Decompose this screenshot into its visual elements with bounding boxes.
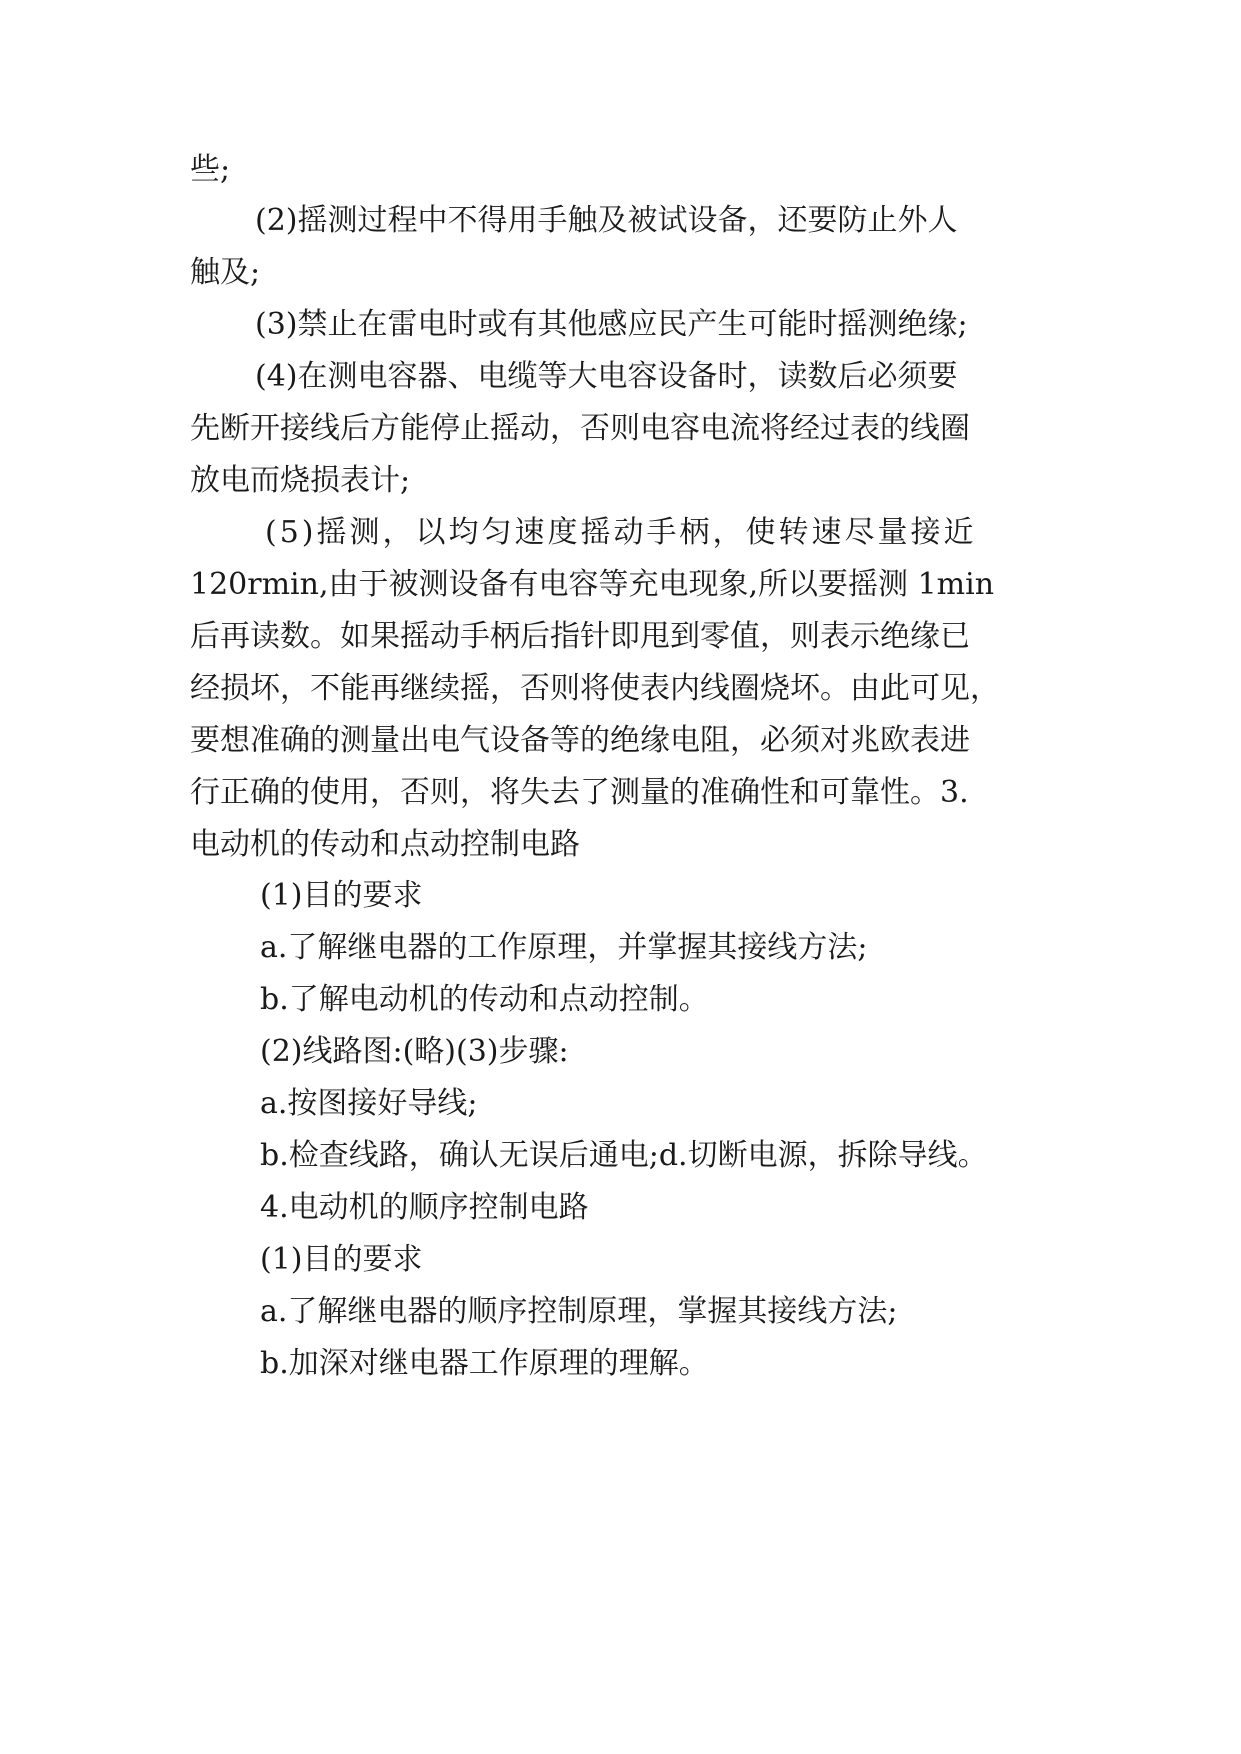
text-line: a.了解继电器的工作原理，并掌握其接线方法;: [260, 930, 868, 965]
text-line: 触及;: [190, 255, 261, 290]
text-line: 电动机的传动和点动控制电路: [190, 827, 580, 862]
text-line: 放电而烧损表计;: [190, 463, 411, 498]
text-line: (2)线路图:(略)(3)步骤:: [260, 1034, 569, 1069]
text-line: 要想准确的测量出电气设备等的绝缘电阻，必须对兆欧表进: [190, 723, 970, 758]
text-line: 些;: [190, 152, 231, 187]
text-line: 先断开接线后方能停止摇动，否则电容电流将经过表的线圈: [190, 411, 970, 446]
text-line: b.加深对继电器工作原理的理解。: [260, 1346, 709, 1381]
text-line: a.了解继电器的顺序控制原理，掌握其接线方法;: [260, 1294, 898, 1329]
text-line: 120rmin,由于被测设备有电容等充电现象,所以要摇测 1min: [190, 567, 995, 602]
text-line: 经损坏，不能再继续摇，否则将使表内线圈烧坏。由此可见，: [190, 671, 1000, 706]
text-line: a.按图接好导线;: [260, 1086, 478, 1121]
text-line: (2)摇测过程中不得用手触及被试设备，还要防止外人: [255, 203, 958, 238]
text-line: (4)在测电容器、电缆等大电容设备时，读数后必须要: [255, 359, 958, 394]
text-line: 4.电动机的顺序控制电路: [260, 1190, 589, 1225]
text-line: (1)目的要求: [260, 1242, 423, 1277]
text-line: (1)目的要求: [260, 878, 423, 913]
text-line: b.了解电动机的传动和点动控制。: [260, 982, 709, 1017]
text-line: 后再读数。如果摇动手柄后指针即甩到零值，则表示绝缘已: [190, 619, 970, 654]
text-line: b.检查线路，确认无误后通电;d.切断电源，拆除导线。: [260, 1138, 988, 1173]
text-line: (5)摇测，以均匀速度摇动手柄，使转速尽量接近: [265, 515, 977, 550]
text-line: (3)禁止在雷电时或有其他感应民产生可能时摇测绝缘;: [255, 307, 968, 342]
text-line: 行正确的使用，否则，将失去了测量的准确性和可靠性。3.: [190, 775, 969, 810]
